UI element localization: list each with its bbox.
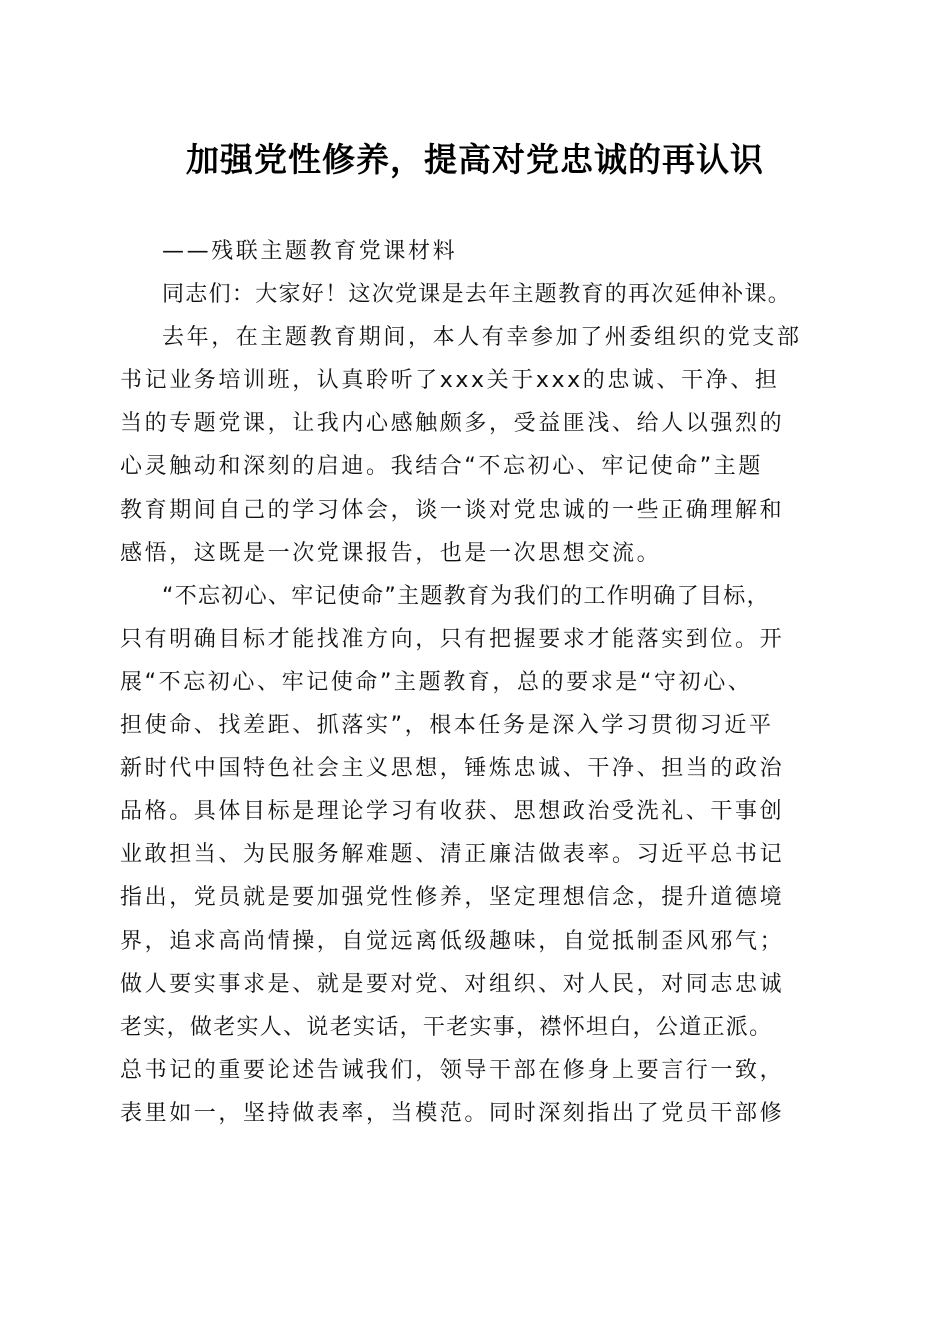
text-line: 教育期间自己的学习体会，谈一谈对党忠诚的一些正确理解和 <box>120 497 785 523</box>
text-line: 心灵触动和深刻的启迪。我结合“不忘初心、牢记使命”主题 <box>120 454 763 480</box>
text-line: 去年，在主题教育期间，本人有幸参加了州委组织的党支部 <box>162 325 802 351</box>
text-line: 做人要实事求是、就是要对党、对组织、对人民，对同志忠诚 <box>120 971 785 997</box>
text-line: “不忘初心、牢记使命”主题教育为我们的工作明确了目标， <box>162 583 770 609</box>
document-title: 加强党性修养，提高对党忠诚的再认识 <box>186 140 764 179</box>
text-line: 展“不忘初心、牢记使命”主题教育，总的要求是“守初心、 <box>120 669 753 695</box>
text-line: 总书记的重要论述告诫我们，领导干部在修身上要言行一致， <box>120 1057 785 1083</box>
text-line: 同志们：大家好！这次党课是去年主题教育的再次延伸补课。 <box>162 282 792 308</box>
document-subtitle: ——残联主题教育党课材料 <box>162 239 458 264</box>
text-line: 当的专题党课，让我内心感触颇多，受益匪浅、给人以强烈的 <box>120 411 785 437</box>
text-line: 品格。具体目标是理论学习有收获、思想政治受洗礼、干事创 <box>120 799 785 825</box>
text-line: 只有明确目标才能找准方向，只有把握要求才能落实到位。开 <box>120 626 785 652</box>
text-line: 担使命、找差距、抓落实”，根本任务是深入学习贯彻习近平 <box>120 713 774 739</box>
text-line: 老实，做老实人、说老实话，干老实事，襟怀坦白，公道正派。 <box>120 1014 773 1040</box>
document-body <box>120 230 840 1135</box>
text-line: 表里如一，坚持做表率，当模范。同时深刻指出了党员干部修 <box>120 1100 785 1126</box>
text-line: 感悟，这既是一次党课报告，也是一次思想交流。 <box>120 540 662 566</box>
text-line: 新时代中国特色社会主义思想，锤炼忠诚、干净、担当的政治 <box>120 756 785 782</box>
text-line: 指出，党员就是要加强党性修养，坚定理想信念，提升道德境 <box>120 885 785 911</box>
text-line: 界，追求高尚情操，自觉远离低级趣味，自觉抵制歪风邪气； <box>120 928 785 954</box>
text-line: 书记业务培训班，认真聆听了xxx关于xxx的忠诚、干净、担 <box>120 368 780 394</box>
text-line: 业敢担当、为民服务解难题、清正廉洁做表率。习近平总书记 <box>120 842 785 868</box>
